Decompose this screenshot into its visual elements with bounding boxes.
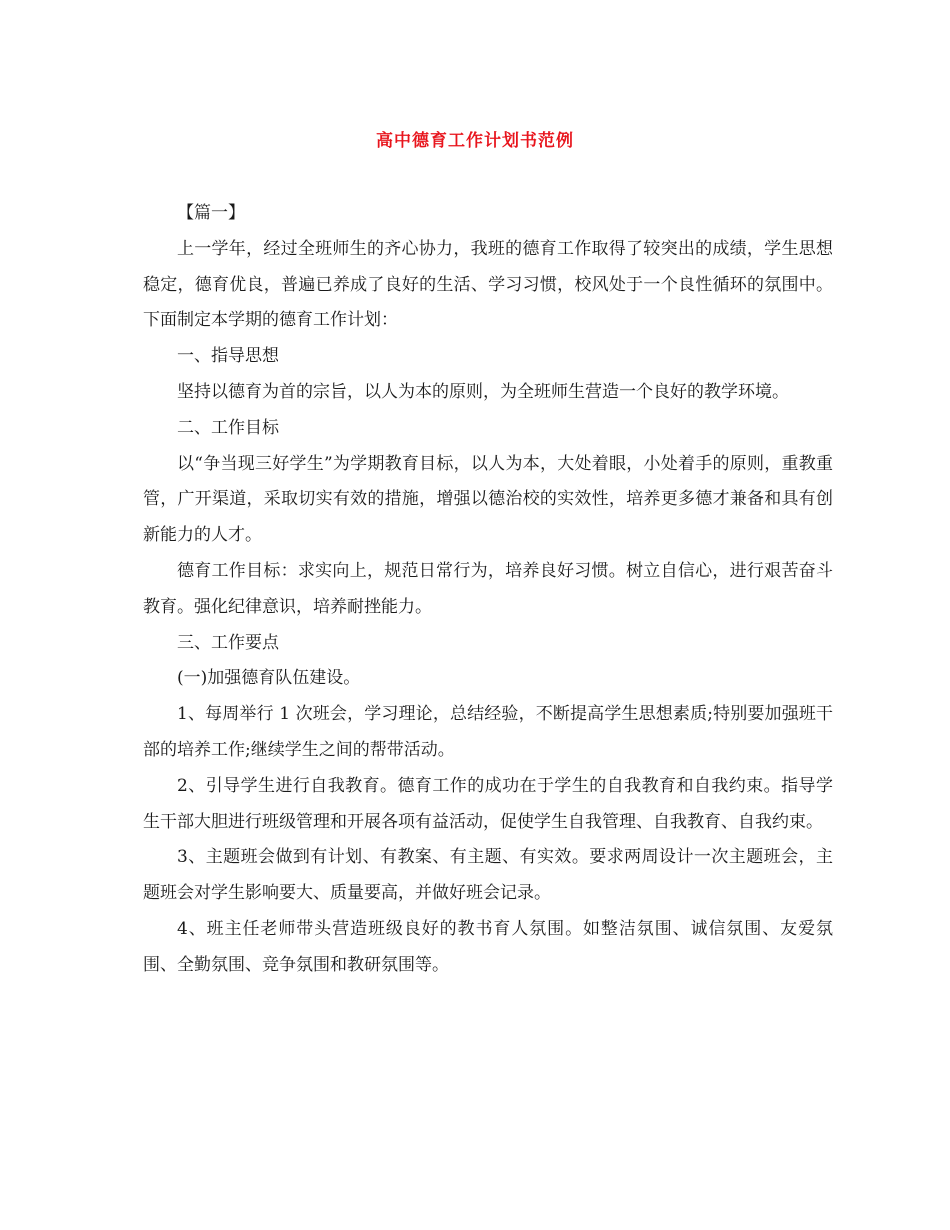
- heading-guiding-thought: 一、指导思想: [177, 346, 279, 367]
- list-item-2: 2、引导学生进行自我教育。德育工作的成功在于学生的自我教育和自我约束。指导学生干部大胆进行班级管理和开展各项有益活动，促使学生自我管理、自我教育、自我约束。: [143, 775, 833, 832]
- paragraph-work-goals: 以“争当现三好学生”为学期教育目标，以人为本，大处着眼，小处着手的原则，重教重管，广开渠道，采取切实有效的措施，增强以德治校的实效性，培养更多德才兼备和具有创新能力的人才。: [143, 453, 833, 546]
- heading-key-points: 三、工作要点: [177, 632, 279, 653]
- heading-work-goals: 二、工作目标: [177, 417, 279, 438]
- list-item-3: 3、主题班会做到有计划、有教案、有主题、有实效。要求两周设计一次主题班会，主题班会对学生影响要大、质量要高，并做好班会记录。: [143, 847, 833, 904]
- document-title: 高中德育工作计划书范例: [376, 131, 574, 151]
- subheading-team-building: (一)加强德育队伍建设。: [177, 668, 361, 689]
- section-label: 【篇一】: [177, 203, 245, 223]
- list-item-4: 4、班主任老师带头营造班级良好的教书育人氛围。如整洁氛围、诚信氛围、友爱氛围、全勤氛围、竞争氛围和教研氛围等。: [143, 918, 833, 975]
- paragraph-moral-goals: 德育工作目标：求实向上，规范日常行为，培养良好习惯。树立自信心，进行艰苦奋斗教育。强化纪律意识，培养耐挫能力。: [143, 560, 833, 617]
- document-body: [143, 196, 833, 984]
- paragraph-guiding-thought: 坚持以德育为首的宗旨，以人为本的原则，为全班师生营造一个良好的教学环境。: [177, 381, 789, 402]
- intro-paragraph: 上一学年，经过全班师生的齐心协力，我班的德育工作取得了较突出的成绩，学生思想稳定，德育优良，普遍已养成了良好的生活、学习习惯，校风处于一个良性循环的氛围中。下面制定本学期的德育工作计划：: [143, 238, 833, 331]
- list-item-1: 1、每周举行 1 次班会，学习理论，总结经验，不断提高学生思想素质;特别要加强班干部的培养工作;继续学生之间的帮带活动。: [143, 704, 833, 760]
